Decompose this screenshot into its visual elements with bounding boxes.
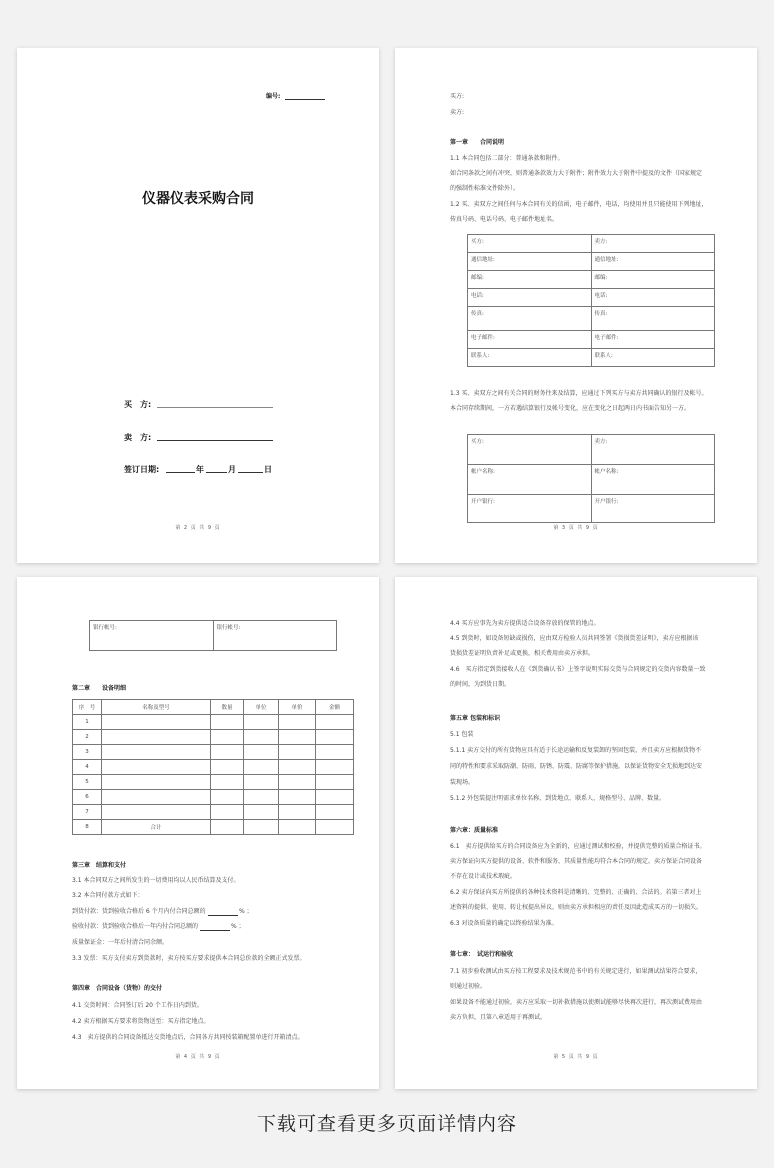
contract-page-4: [17, 577, 379, 1089]
table-cell: 邮编:: [468, 271, 592, 289]
clause-7-1-b: 则通过初验。: [450, 983, 487, 990]
clause-1-1-b: 如合同条款之间有冲突，则普通条款效力大于附件；附件效力大于附件中提及的文件（国家规定: [450, 170, 703, 177]
table-row: [73, 715, 354, 730]
table-cell: 卖方:: [591, 235, 715, 253]
chapter-5-title: 第五章 包装和标识: [450, 715, 501, 722]
table-row: [73, 805, 354, 820]
clause-1-3-b: 本合同存续期间，一方若遇结算银行及帐号变化，应在变化之日起两日内书面告知另一方。: [450, 405, 691, 412]
table-row: [73, 820, 354, 835]
clause-1-1-c: 的强制性标准文件除外）。: [450, 185, 520, 192]
clause-4-3: 4.3 卖方提供的合同设备抵达交货地点后，合同各方共同按装箱配置单进行开箱清点。: [72, 1034, 304, 1041]
clause-4-5: 4.5 到货时，如设备短缺或损伤，应由双方检验人员共同签署《货损货差证明》，卖方应根据该: [450, 635, 699, 642]
date-month-line: [206, 472, 227, 473]
table-row: [73, 760, 354, 775]
clause-6-1-b: 卖方保证向买方提供的设备、软件和服务，其质量性能均符合本合同的规定。卖方保证合同设备: [450, 858, 703, 865]
row-number: 7: [73, 805, 102, 820]
clause-4-6: 4.6 买方指定到货接收人在《到货确认书》上签字说明实际交货与合同规定的交货内容数量一致: [450, 666, 706, 673]
clause-3-2: 3.2 本合同付款方式如下：: [72, 892, 144, 899]
clause-3-1: 3.1 本合同双方之间所发生的一切费用均以人民币结算及支付。: [72, 877, 240, 884]
table-header: 数量: [211, 700, 244, 715]
contract-number-label: 编号:: [266, 93, 281, 100]
table-header: 单位: [244, 700, 279, 715]
date-day: 日: [264, 465, 272, 474]
table-header: 单价: [279, 700, 316, 715]
buyer-line-text: 买方:: [450, 93, 465, 100]
clause-5-1-1: 5.1.1 卖方交付的所有货物应具有适于长途运输和反复装卸的坚固包装，并且卖方应根据货物不: [450, 747, 702, 754]
table-cell: 买方:: [468, 235, 592, 253]
clause-3-2-c: 质量保证金：一年后付清合同余额。: [72, 939, 169, 946]
sign-date-label: 签订日期:: [124, 465, 160, 474]
clause-1-2-b: 传真号码、电话号码、电子邮件地址名。: [450, 216, 559, 223]
date-year-line: [166, 472, 195, 473]
buyer-label: 买 方:: [124, 400, 152, 409]
clause-4-6-b: 的时间，为到货日期。: [450, 681, 511, 688]
date-year: 年: [196, 465, 204, 474]
table-cell: 买方:: [468, 435, 592, 465]
table-cell: 通信地址:: [468, 253, 592, 271]
chapter-6-title: 第六章：质量标准: [450, 827, 499, 834]
clause-6-3: 6.3 对设备质量的确定以终验结果为准。: [450, 920, 558, 927]
table-header: 名称及型号: [102, 700, 211, 715]
bank-info-table: [467, 434, 715, 523]
table-header: 金额: [316, 700, 354, 715]
clause-7-1-c: 如果设备不能通过初验，卖方应采取一切补救措施以使测试能够尽快再次进行，再次测试费用由: [450, 999, 703, 1006]
clause-1-3: 1.3 买、卖双方之间有关合同的财务往来及结算，应通过下列买方与卖方共同确认的银行及帐号。: [450, 390, 708, 397]
date-month: 月: [228, 465, 236, 474]
table-cell: 电子邮件:: [468, 331, 592, 349]
bank-account-table: [89, 620, 337, 651]
chapter-7-title: 第七章： 试运行和验收: [450, 951, 514, 958]
row-number: 2: [73, 730, 102, 745]
table-cell: 电子邮件:: [591, 331, 715, 349]
clause-5-1-1-c: 装现场。: [450, 779, 475, 786]
clause-4-1: 4.1 交货时间：合同签订后 20 个工作日内到货。: [72, 1002, 203, 1009]
table-cell: 联系人:: [468, 349, 592, 367]
table-cell: 银行帐号:: [213, 621, 337, 651]
row-number: 4: [73, 760, 102, 775]
table-cell: 开户银行:: [591, 495, 715, 523]
table-cell: 卖方:: [591, 435, 715, 465]
chapter-2-title: 第二章 设备明细: [72, 685, 127, 692]
contract-page-5: [395, 577, 757, 1089]
table-row: [73, 775, 354, 790]
seller-line: [157, 440, 273, 441]
contract-page-3: [395, 48, 757, 563]
row-number: 5: [73, 775, 102, 790]
table-cell: 传真:: [468, 307, 592, 331]
contract-title: 仪器仪表采购合同: [142, 191, 254, 207]
download-caption: 下载可查看更多页面详情内容: [256, 1113, 517, 1135]
table-cell: 电话:: [468, 289, 592, 307]
chapter-4-title: 第四章 合同设备（货物）的交付: [72, 985, 163, 992]
cover-page: [17, 48, 379, 563]
clause-4-2: 4.2 卖方根据买方要求将货物送至：买方指定地点。: [72, 1018, 210, 1025]
table-cell: 邮编:: [591, 271, 715, 289]
percent-blank: [200, 930, 230, 931]
table-row: [73, 790, 354, 805]
row-number: 3: [73, 745, 102, 760]
clause-1-2: 1.2 买、卖双方之间任何与本合同有关的信函，电子邮件，电话，均使用并且只能使用下列地址，: [450, 201, 708, 208]
chapter-3-title: 第三章 结算和支付: [72, 862, 127, 869]
page-footer: 第 2 页 共 9 页: [175, 525, 221, 531]
table-cell: 电话:: [591, 289, 715, 307]
clause-4-5-b: 货损货差证明负责补足或更换，相关费用由卖方承担。: [450, 650, 595, 657]
table-cell: 联系人:: [591, 349, 715, 367]
row-number: 6: [73, 790, 102, 805]
table-cell: 传真:: [591, 307, 715, 331]
buyer-line: [157, 407, 273, 408]
table-row: [73, 745, 354, 760]
table-cell: 帐户名称:: [591, 465, 715, 495]
clause-5-1: 5.1 包装: [450, 731, 474, 738]
equipment-table: [72, 699, 354, 835]
table-cell: 银行帐号:: [90, 621, 214, 651]
clause-3-3: 3.3 发票：买方支付卖方到货款时，卖方按买方要求提供本合同总价款的全额正式发票。: [72, 955, 306, 962]
clause-4-4: 4.4 买方应事先为卖方提供适合设备存放的保管的地点。: [450, 620, 600, 627]
percent-sign: % ；: [231, 923, 245, 930]
clause-6-2: 6.2 卖方保证向买方所提供的各种技术资料是清晰的、完整的、正确的、合法的。若第三者对上: [450, 889, 702, 896]
table-cell: 帐户名称:: [468, 465, 592, 495]
percent-blank: [208, 915, 238, 916]
table-row: [73, 730, 354, 745]
table-header: 序 号: [73, 700, 102, 715]
total-label: 合计: [102, 820, 211, 835]
clause-6-1-c: 不存在设计或技术瑕疵。: [450, 873, 517, 880]
clause-5-1-1-b: 同的特性和要求采取防潮、防雨、防锈、防震、防腐等保护措施，以保证货物安全无损地到达安: [450, 763, 703, 770]
contract-number-line: [285, 99, 325, 100]
clause-6-1: 6.1 卖方提供给买方的合同设备应为全新的，应通过测试和校验，并提供完整的质量合格证书。: [450, 843, 706, 850]
page-footer: 第 3 页 共 9 页: [553, 525, 599, 531]
page-footer: 第 5 页 共 9 页: [553, 1054, 599, 1060]
seller-label: 卖 方:: [124, 433, 152, 442]
percent-sign: % ；: [239, 908, 253, 915]
clause-3-2-b: 验收付款：货到验收合格后一年内付合同总额的: [72, 923, 199, 930]
row-number: 8: [73, 820, 102, 835]
contact-info-table: [467, 234, 715, 367]
clause-3-2-a: 到货付款：货到验收合格后 6 个月内付合同总额的: [72, 908, 206, 915]
clause-1-1: 1.1 本合同包括二部分：普通条款和附件。: [450, 155, 564, 162]
row-number: 1: [73, 715, 102, 730]
table-cell: 通信地址:: [591, 253, 715, 271]
page-footer: 第 4 页 共 9 页: [175, 1054, 221, 1060]
clause-5-1-2: 5.1.2 外包装提注明需求单位名称、到货地点、联系人、规格型号、品牌、数量。: [450, 795, 666, 802]
chapter-1-title: 第一章 合同说明: [450, 139, 505, 146]
clause-7-1-d: 卖方负担，且第八章适用于再测试。: [450, 1014, 547, 1021]
clause-6-2-b: 述资料的提供、使用、转让权提出异议，则由卖方承担相应的责任及因此造成买方的一切损失。: [450, 904, 703, 911]
table-cell: 开户银行:: [468, 495, 592, 523]
date-day-line: [238, 472, 263, 473]
clause-7-1: 7.1 初步验收测试由买方按工程要求及技术规范书中的有关规定进行，如果测试结果符合要求，: [450, 968, 702, 975]
seller-line-text: 卖方:: [450, 109, 465, 116]
